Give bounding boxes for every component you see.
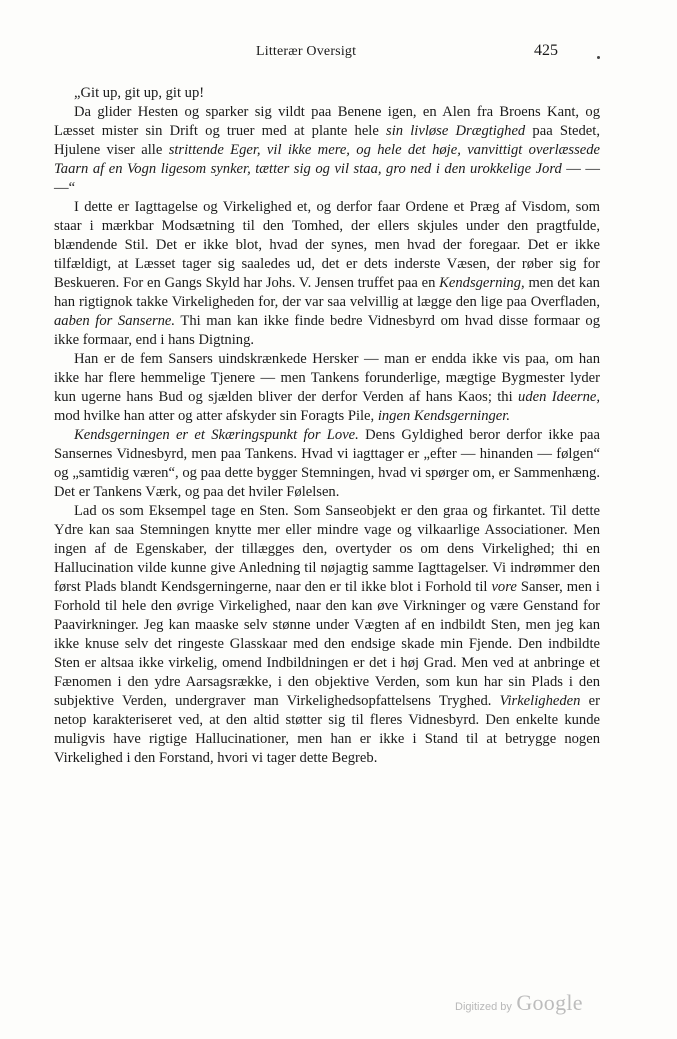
text-run: „Git up, git up, git up!: [74, 85, 205, 101]
printing-speck: [597, 56, 600, 59]
paragraph: [54, 103, 600, 198]
text-run: men det kan han rigtignok takke Virkeligheden for, der var saa velvillig at lægge den lige paa Overfladen,: [54, 275, 600, 310]
text-run: I dette er Iagttagelse og Virkelighed et, og derfor faar Ordene et Præg af Visdom, som staar i mærkbar Modsætning til den Tomhed, der ellers skjules under den pragtfulde, blændende Stil. Det er ikke blot, hvad der synes, men hvad der foregaar. Det er ikke tilfældigt, at Læsset tager sig saaledes ud, det er dets inderste Væsen, der røber sig for Beskueren. For en Gangs Skyld har Johs. V. Jensen truffet paa en: [54, 199, 600, 291]
italic-phrase: Virkeligheden: [499, 693, 581, 709]
paragraph: [54, 502, 600, 768]
italic-phrase: aaben for Sanserne.: [54, 313, 176, 329]
paragraph: [54, 84, 600, 103]
italic-phrase: Kendsgerning,: [439, 275, 525, 291]
text-run: paa Stedet, Hjulene viser alle: [54, 123, 600, 158]
text-run: Han er de fem Sansers uindskrænkede Hersker — man er endda ikke vis paa, om han ikke har flere hemmelige Tjenere — men Tankens forunderlige, mægtige Bygmester lyder kun ugerne hans Bud og sjælden bliver der derfor Verden af hans Kaos; thi: [54, 351, 600, 405]
running-title: Litterær Oversigt: [256, 44, 357, 59]
text-run: Da glider Hesten og sparker sig vildt paa Benene igen, en Alen fra Broens Kant, og Læsset mister sin Drift og truer med at plante hele: [54, 104, 600, 139]
text-run: er netop karakteriseret ved, at den altid støtter sig til fleres Vidnesbyrd. Den enkelte kunde muligvis have rigtige Hallucinationer, men han er ikke i Stand til at betrygge nogen Virkelighed i den Forstand, hvori vi tager dette Begreb.: [54, 693, 600, 766]
digitized-label: Digitized by: [455, 1001, 512, 1013]
paragraph: [54, 350, 600, 426]
text-run: Sanser, men i Forhold til hele den øvrige Virkelighed, naar den kan øve Virkninger og være Genstand for Paavirkninger. Jeg kan maaske selv stønne under Vægten af en indbildt Sten, men jeg kan ikke knuse selv det ringeste Glasskaar med den endsige skade min Fjende. Den indbildte Sten er altsaa ikke virkelig, omend Indbildningen er det i høj Grad. Men ved at anbringe et Fænomen i den ydre Aarsagsrække, i den objektive Verden, som kun har sin Plads i den subjektive Verden, undergraver man Virkelighedsopfattelsens Tryghed.: [54, 579, 600, 709]
text-run: Lad os som Eksempel tage en Sten. Som Sanseobjekt er den graa og firkantet. Til dette Ydre kan saa Stemningen knytte mer eller mindre vage og vilkaarlige Associationer. Men ingen af de Egenskaber, der tillægges den, overtyder os om dens Virkelighed; thi en Hallucination vilde kunne give Anledning til nøjagtig samme Iagttagelser. Vi indrømmer den først Plads blandt Kendsgerningerne, naar den er til ikke blot i Forhold til: [54, 503, 600, 595]
page-header: [0, 44, 677, 68]
italic-phrase: vore: [491, 579, 517, 595]
body-text: [54, 84, 600, 768]
paragraph: [54, 426, 600, 502]
paragraph: [54, 198, 600, 350]
text-run: mod hvilke han atter og atter afskyder sin Foragts Pile,: [54, 408, 378, 424]
digitized-footer: [455, 990, 583, 1016]
italic-phrase: ingen Kendsgerninger.: [377, 408, 510, 424]
google-logo: Google: [516, 990, 583, 1015]
text-run: — — —“: [54, 161, 600, 196]
italic-phrase: uden Ideerne,: [518, 389, 601, 405]
italic-phrase: Kendsgerningen er et Skæringspunkt for Love.: [74, 427, 359, 443]
italic-phrase: strittende Eger, vil ikke mere, og hele det høje, vanvittigt overlæssede Taarn af en Vogn ligesom synker, tætter sig og vil staa, gro ned i den urokkelige Jord: [54, 142, 600, 177]
page-number: 425: [534, 42, 558, 59]
text-run: Dens Gyldighed beror derfor ikke paa Sansernes Vidnesbyrd, men paa Tankens. Hvad vi iagttager er „efter — hinanden — følgen“ og „samtidig væren“, og paa dette bygger Stemningen, hvad vi spørger om, er Sammenhæng. Det er Tankens Værk, og paa det hviler Følelsen.: [54, 427, 601, 500]
italic-phrase: sin livløse Drægtighed: [386, 123, 526, 139]
text-run: Thi man kan ikke finde bedre Vidnesbyrd om hvad disse formaar og ikke formaar, end i hans Digtning.: [54, 313, 600, 348]
